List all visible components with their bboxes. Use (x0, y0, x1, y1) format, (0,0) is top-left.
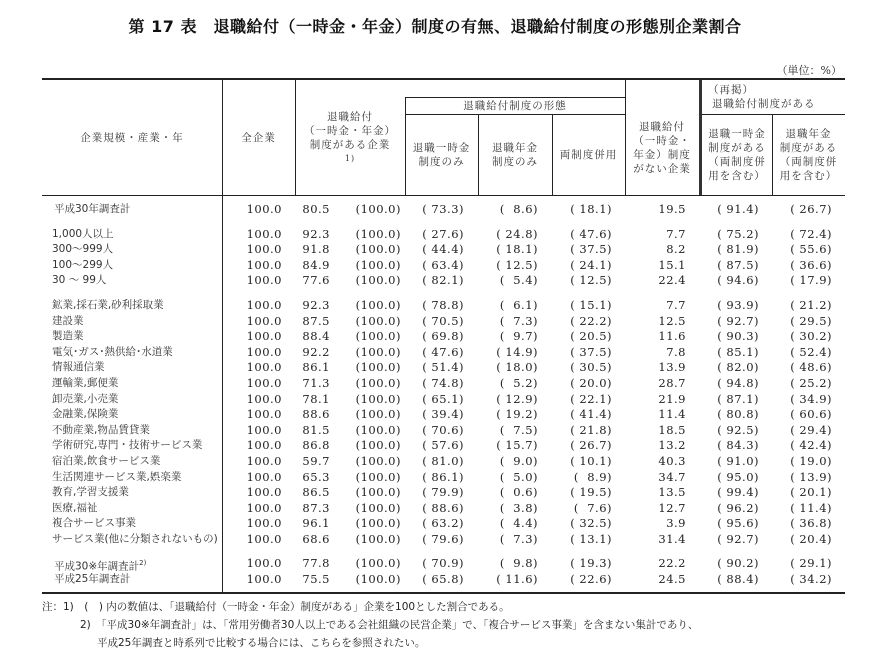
cell-no-system: 15.1 (658, 257, 686, 272)
cell-has-system: 86.8 (302, 438, 330, 453)
cell-has-pension: ( 13.9) (790, 469, 832, 484)
cell-has-system: 59.7 (302, 453, 330, 468)
header-pension-only: 退職年金 制度のみ (492, 141, 538, 168)
cell-lump-sum-only: ( 70.9) (422, 556, 464, 571)
cell-lump-sum-only: ( 70.6) (422, 422, 464, 437)
cell-has-system: 91.8 (302, 242, 330, 257)
cell-has-pension: ( 72.4) (790, 226, 832, 241)
table-row (42, 516, 845, 532)
cell-has-system: 77.6 (302, 273, 330, 288)
row-label: 卸売業,小売業 (52, 392, 119, 405)
row-label: 1,000人以上 (52, 227, 114, 240)
cell-pension-only: ( 15.7) (496, 438, 538, 453)
data-table (42, 78, 845, 594)
row-label: 平成30※年調査計$^{2)}$ (54, 559, 147, 573)
cell-has-system-pct: (100.0) (355, 516, 401, 531)
cell-all-companies: 100.0 (246, 572, 282, 587)
cell-all-companies: 100.0 (246, 422, 282, 437)
cell-both: ( 37.5) (570, 344, 612, 359)
cell-all-companies: 100.0 (246, 297, 282, 312)
cell-has-pension: ( 29.5) (790, 313, 832, 328)
cell-both: ( 20.5) (570, 329, 612, 344)
table-row (42, 345, 845, 361)
cell-has-lump-sum: ( 90.2) (717, 556, 759, 571)
cell-has-system: 68.6 (302, 531, 330, 546)
cell-has-system: 86.1 (302, 360, 330, 375)
cell-no-system: 22.2 (658, 556, 686, 571)
table-row (42, 298, 845, 314)
table-title: 第 17 表 退職給付（一時金・年金）制度の有無、退職給付制度の形態別企業割合 (128, 17, 742, 36)
cell-pension-only: ( 12.5) (496, 257, 538, 272)
note-2-continued: 平成25年調査と時系列で比較する場合には、こちらを参照されたい。 (97, 637, 426, 649)
cell-has-lump-sum: ( 91.4) (717, 202, 759, 216)
cell-has-system: 81.5 (302, 422, 330, 437)
cell-has-pension: ( 30.2) (790, 329, 832, 344)
cell-lump-sum-only: ( 65.8) (422, 572, 464, 587)
cell-has-pension: ( 25.2) (790, 375, 832, 390)
header-lump-sum-only: 退職一時金 制度のみ (412, 141, 471, 168)
cell-all-companies: 100.0 (246, 407, 282, 422)
cell-has-lump-sum: ( 99.4) (717, 485, 759, 500)
footnotes (42, 598, 862, 652)
cell-both: ( 41.4) (570, 407, 612, 422)
table-row (42, 242, 845, 258)
cell-pension-only: ( 3.8) (499, 500, 538, 515)
cell-has-lump-sum: ( 80.8) (717, 407, 759, 422)
header-no-system: 退職給付 （一時金・ 年金）制度 がない企業 (633, 120, 691, 175)
cell-all-companies: 100.0 (246, 500, 282, 515)
cell-has-lump-sum: ( 95.0) (717, 469, 759, 484)
cell-pension-only: ( 7.5) (499, 422, 538, 437)
cell-lump-sum-only: ( 79.6) (422, 531, 464, 546)
cell-has-lump-sum: ( 87.5) (717, 257, 759, 272)
table-row (42, 423, 845, 439)
cell-no-system: 7.7 (666, 297, 686, 312)
cell-has-system-pct: (100.0) (355, 531, 401, 546)
cell-both: ( 37.5) (570, 242, 612, 257)
cell-both: ( 47.6) (570, 226, 612, 241)
table-row (42, 273, 845, 289)
table-row (42, 470, 845, 486)
cell-has-system-pct: (100.0) (355, 422, 401, 437)
cell-both: ( 15.1) (570, 297, 612, 312)
cell-both: ( 12.5) (570, 273, 612, 288)
cell-lump-sum-only: ( 63.2) (422, 516, 464, 531)
cell-pension-only: ( 19.2) (496, 407, 538, 422)
cell-no-system: 7.7 (666, 226, 686, 241)
cell-pension-only: ( 12.9) (496, 391, 538, 406)
cell-both: ( 13.1) (570, 531, 612, 546)
cell-lump-sum-only: ( 69.8) (422, 329, 464, 344)
cell-all-companies: 100.0 (246, 485, 282, 500)
cell-has-pension: ( 11.4) (790, 500, 832, 515)
cell-has-system: 86.5 (302, 485, 330, 500)
cell-has-system: 87.5 (302, 313, 330, 328)
cell-has-lump-sum: ( 87.1) (717, 391, 759, 406)
row-label: サービス業(他に分類されないもの) (52, 532, 218, 545)
cell-no-system: 3.9 (666, 516, 686, 531)
cell-all-companies: 100.0 (246, 391, 282, 406)
row-label: 運輸業,郵便業 (52, 376, 119, 389)
cell-lump-sum-only: ( 88.6) (422, 500, 464, 515)
cell-both: ( 10.1) (570, 453, 612, 468)
cell-all-companies: 100.0 (246, 375, 282, 390)
cell-both: ( 30.5) (570, 360, 612, 375)
cell-has-system-pct: (100.0) (355, 297, 401, 312)
cell-has-system: 80.5 (302, 202, 330, 216)
cell-has-pension: ( 48.6) (790, 360, 832, 375)
cell-has-system: 92.2 (302, 344, 330, 359)
table-row (42, 202, 845, 218)
cell-pension-only: ( 5.4) (499, 273, 538, 288)
row-label: 平成25年調査計 (54, 573, 131, 586)
cell-has-system-pct: (100.0) (355, 485, 401, 500)
row-label: 教育,学習支援業 (52, 486, 129, 499)
row-label: 建設業 (52, 314, 84, 327)
table-row (42, 572, 845, 588)
table-row (42, 376, 845, 392)
cell-has-system-pct: (100.0) (355, 273, 401, 288)
cell-has-lump-sum: ( 95.6) (717, 516, 759, 531)
cell-has-system-pct: (100.0) (355, 438, 401, 453)
header-both: 両制度併用 (559, 148, 618, 161)
cell-has-system-pct: (100.0) (355, 242, 401, 257)
cell-lump-sum-only: ( 74.8) (422, 375, 464, 390)
cell-no-system: 13.9 (658, 360, 686, 375)
cell-lump-sum-only: ( 79.9) (422, 485, 464, 500)
cell-lump-sum-only: ( 47.6) (422, 344, 464, 359)
cell-lump-sum-only: ( 65.1) (422, 391, 464, 406)
cell-has-pension: ( 20.1) (790, 485, 832, 500)
cell-has-lump-sum: ( 75.2) (717, 226, 759, 241)
cell-has-lump-sum: ( 94.6) (717, 273, 759, 288)
cell-has-pension: ( 36.8) (790, 516, 832, 531)
cell-all-companies: 100.0 (246, 202, 282, 216)
cell-has-lump-sum: ( 84.3) (717, 438, 759, 453)
row-label: 学術研究,専門・技術サービス業 (52, 439, 203, 452)
cell-lump-sum-only: ( 86.1) (422, 469, 464, 484)
cell-lump-sum-only: ( 81.0) (422, 453, 464, 468)
cell-pension-only: ( 24.8) (496, 226, 538, 241)
header-row-label: 企業規模・産業・年 (80, 131, 184, 144)
cell-no-system: 24.5 (658, 572, 686, 587)
cell-has-lump-sum: ( 88.4) (717, 572, 759, 587)
table-row (42, 532, 845, 548)
cell-has-lump-sum: ( 90.3) (717, 329, 759, 344)
cell-pension-only: ( 9.8) (499, 556, 538, 571)
cell-both: ( 21.8) (570, 422, 612, 437)
row-label: 電気･ガス･熱供給･水道業 (52, 345, 173, 358)
cell-has-lump-sum: ( 92.7) (717, 313, 759, 328)
cell-has-system: 65.3 (302, 469, 330, 484)
cell-has-pension: ( 55.6) (790, 242, 832, 257)
row-label: 30 ～ 99人 (52, 274, 107, 287)
table-row (42, 227, 845, 243)
cell-has-system-pct: (100.0) (355, 453, 401, 468)
table-row (42, 258, 845, 274)
row-label: 宿泊業,飲食サービス業 (52, 454, 161, 467)
cell-pension-only: ( 11.6) (496, 572, 538, 587)
row-label: 金融業,保険業 (52, 408, 119, 421)
cell-has-system-pct: (100.0) (355, 226, 401, 241)
unit-label: （単位：%） (776, 64, 842, 77)
cell-all-companies: 100.0 (246, 257, 282, 272)
note-1: 注：1) ( ) 内の数値は、「退職給付（一時金・年金）制度がある」企業を100とした割合である。 (42, 601, 510, 613)
cell-has-pension: ( 17.9) (790, 273, 832, 288)
cell-pension-only: ( 9.7) (499, 329, 538, 344)
cell-all-companies: 100.0 (246, 273, 282, 288)
cell-pension-only: ( 8.6) (499, 202, 538, 216)
cell-both: ( 24.1) (570, 257, 612, 272)
cell-has-pension: ( 34.2) (790, 572, 832, 587)
cell-has-pension: ( 26.7) (790, 202, 832, 216)
cell-pension-only: ( 7.3) (499, 313, 538, 328)
table-body (42, 196, 845, 592)
cell-pension-only: ( 4.4) (499, 516, 538, 531)
cell-has-system-pct: (100.0) (355, 344, 401, 359)
cell-has-system: 88.4 (302, 329, 330, 344)
cell-lump-sum-only: ( 57.6) (422, 438, 464, 453)
cell-no-system: 7.8 (666, 344, 686, 359)
cell-has-system: 96.1 (302, 516, 330, 531)
cell-has-pension: ( 29.4) (790, 422, 832, 437)
cell-pension-only: ( 5.2) (499, 375, 538, 390)
cell-pension-only: ( 5.0) (499, 469, 538, 484)
table-row (42, 314, 845, 330)
row-label: 不動産業,物品賃貸業 (52, 423, 150, 436)
cell-has-lump-sum: ( 85.1) (717, 344, 759, 359)
cell-both: ( 20.0) (570, 375, 612, 390)
table-row (42, 329, 845, 345)
cell-lump-sum-only: ( 63.4) (422, 257, 464, 272)
table-row (42, 485, 845, 501)
header-form-group: 退職給付制度の形態 (463, 99, 567, 112)
table-row (42, 407, 845, 423)
cell-no-system: 11.6 (658, 329, 686, 344)
cell-has-system-pct: (100.0) (355, 202, 401, 216)
cell-has-system: 75.5 (302, 572, 330, 587)
cell-no-system: 13.5 (658, 485, 686, 500)
cell-has-pension: ( 60.6) (790, 407, 832, 422)
cell-all-companies: 100.0 (246, 226, 282, 241)
cell-has-system: 92.3 (302, 226, 330, 241)
cell-has-pension: ( 20.4) (790, 531, 832, 546)
cell-no-system: 34.7 (658, 469, 686, 484)
cell-has-lump-sum: ( 91.0) (717, 453, 759, 468)
header-reposted-group: （再掲） 退職給付制度がある (708, 84, 816, 110)
cell-both: ( 22.1) (570, 391, 612, 406)
cell-no-system: 18.5 (658, 422, 686, 437)
row-label: 生活関連サービス業,娯楽業 (52, 470, 182, 483)
cell-has-system-pct: (100.0) (355, 556, 401, 571)
cell-lump-sum-only: ( 82.1) (422, 273, 464, 288)
cell-both: ( 26.7) (570, 438, 612, 453)
cell-has-pension: ( 19.0) (790, 453, 832, 468)
cell-has-system: 87.3 (302, 500, 330, 515)
table-header (42, 80, 845, 196)
cell-lump-sum-only: ( 27.6) (422, 226, 464, 241)
row-spacer (42, 547, 845, 556)
cell-no-system: 12.5 (658, 313, 686, 328)
cell-pension-only: ( 14.9) (496, 344, 538, 359)
cell-has-lump-sum: ( 81.9) (717, 242, 759, 257)
cell-pension-only: ( 0.6) (499, 485, 538, 500)
note-2: 2) 「平成30※年調査計」は、「常用労働者30人以上である会社組織の民営企業」で、「複合サービス事業」を含まない集計であり、 (80, 619, 699, 631)
cell-has-system-pct: (100.0) (355, 391, 401, 406)
cell-has-system: 71.3 (302, 375, 330, 390)
cell-all-companies: 100.0 (246, 531, 282, 546)
cell-all-companies: 100.0 (246, 516, 282, 531)
cell-has-system: 77.8 (302, 556, 330, 571)
cell-all-companies: 100.0 (246, 453, 282, 468)
cell-has-system: 78.1 (302, 391, 330, 406)
cell-all-companies: 100.0 (246, 242, 282, 257)
cell-lump-sum-only: ( 70.5) (422, 313, 464, 328)
cell-has-pension: ( 42.4) (790, 438, 832, 453)
cell-lump-sum-only: ( 78.8) (422, 297, 464, 312)
cell-all-companies: 100.0 (246, 438, 282, 453)
cell-lump-sum-only: ( 51.4) (422, 360, 464, 375)
cell-both: ( 18.1) (570, 202, 612, 216)
cell-pension-only: ( 6.1) (499, 297, 538, 312)
table-row (42, 454, 845, 470)
cell-pension-only: ( 18.1) (496, 242, 538, 257)
cell-both: ( 22.6) (570, 572, 612, 587)
row-spacer (42, 289, 845, 298)
cell-has-system-pct: (100.0) (355, 572, 401, 587)
cell-no-system: 40.3 (658, 453, 686, 468)
cell-both: ( 7.6) (573, 500, 612, 515)
row-label: 情報通信業 (52, 361, 105, 374)
row-label: 鉱業,採石業,砂利採取業 (52, 298, 164, 311)
cell-has-pension: ( 21.2) (790, 297, 832, 312)
cell-has-system-pct: (100.0) (355, 360, 401, 375)
cell-pension-only: ( 7.3) (499, 531, 538, 546)
cell-both: ( 22.2) (570, 313, 612, 328)
cell-has-pension: ( 34.9) (790, 391, 832, 406)
cell-has-system-pct: (100.0) (355, 469, 401, 484)
cell-all-companies: 100.0 (246, 313, 282, 328)
cell-has-system: 92.3 (302, 297, 330, 312)
cell-has-system-pct: (100.0) (355, 329, 401, 344)
cell-has-system-pct: (100.0) (355, 313, 401, 328)
cell-all-companies: 100.0 (246, 556, 282, 571)
header-all-companies: 全企業 (241, 131, 276, 144)
cell-no-system: 12.7 (658, 500, 686, 515)
row-label: 平成30年調査計 (54, 203, 131, 215)
cell-no-system: 21.9 (658, 391, 686, 406)
cell-both: ( 32.5) (570, 516, 612, 531)
cell-both: ( 19.3) (570, 556, 612, 571)
table-row (42, 438, 845, 454)
cell-all-companies: 100.0 (246, 329, 282, 344)
cell-both: ( 19.5) (570, 485, 612, 500)
cell-has-lump-sum: ( 92.5) (717, 422, 759, 437)
cell-has-lump-sum: ( 94.8) (717, 375, 759, 390)
cell-pension-only: ( 9.0) (499, 453, 538, 468)
cell-no-system: 28.7 (658, 375, 686, 390)
header-has-lump-sum: 退職一時金 制度がある （両制度併 用を含む） (708, 127, 766, 182)
cell-has-lump-sum: ( 96.2) (717, 500, 759, 515)
cell-has-lump-sum: ( 82.0) (717, 360, 759, 375)
cell-pension-only: ( 18.0) (496, 360, 538, 375)
cell-all-companies: 100.0 (246, 360, 282, 375)
cell-has-system: 84.9 (302, 257, 330, 272)
cell-no-system: 13.2 (658, 438, 686, 453)
cell-no-system: 19.5 (658, 202, 686, 216)
cell-has-lump-sum: ( 92.7) (717, 531, 759, 546)
cell-has-system-pct: (100.0) (355, 375, 401, 390)
cell-has-pension: ( 52.4) (790, 344, 832, 359)
row-label: 複合サービス事業 (52, 517, 136, 530)
table-row (42, 392, 845, 408)
cell-has-system-pct: (100.0) (355, 500, 401, 515)
table-row (42, 556, 845, 572)
cell-no-system: 8.2 (666, 242, 686, 257)
row-label: 300～999人 (52, 243, 114, 256)
cell-has-system: 88.6 (302, 407, 330, 422)
table-row (42, 360, 845, 376)
header-has-pension: 退職年金 制度がある （両制度併 用を含む） (779, 127, 838, 182)
row-label: 100～299人 (52, 258, 114, 271)
cell-has-lump-sum: ( 93.9) (717, 297, 759, 312)
cell-has-system-pct: (100.0) (355, 407, 401, 422)
header-has-system: 退職給付 （一時金・年金） 制度がある企業 1) (304, 110, 396, 163)
row-spacer (42, 218, 845, 227)
cell-lump-sum-only: ( 39.4) (422, 407, 464, 422)
cell-has-pension: ( 36.6) (790, 257, 832, 272)
cell-no-system: 31.4 (658, 531, 686, 546)
cell-all-companies: 100.0 (246, 469, 282, 484)
cell-has-pension: ( 29.1) (790, 556, 832, 571)
cell-lump-sum-only: ( 73.3) (422, 202, 464, 216)
cell-all-companies: 100.0 (246, 344, 282, 359)
row-label: 製造業 (52, 330, 84, 343)
cell-lump-sum-only: ( 44.4) (422, 242, 464, 257)
cell-no-system: 11.4 (658, 407, 686, 422)
table-row (42, 501, 845, 517)
cell-no-system: 22.4 (658, 273, 686, 288)
cell-has-system-pct: (100.0) (355, 257, 401, 272)
cell-both: ( 8.9) (573, 469, 612, 484)
row-label: 医療,福祉 (52, 501, 98, 514)
